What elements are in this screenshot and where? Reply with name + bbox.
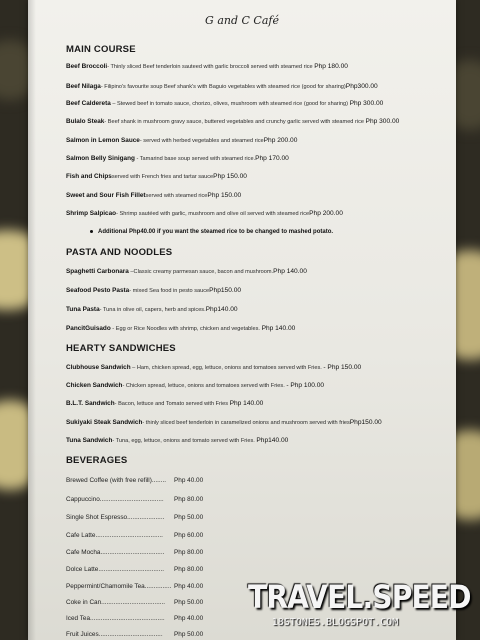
item-price: Php150.00 <box>349 419 382 426</box>
item-price: Php 140.00 <box>261 325 296 332</box>
menu-item <box>66 268 448 275</box>
section-heading-main-course: MAIN COURSE <box>66 44 136 55</box>
beverage-price: Php 40.00 <box>174 583 204 590</box>
beverage-item <box>66 631 216 638</box>
item-price: Php 140.00 <box>229 400 264 407</box>
menu-item <box>66 155 448 162</box>
menu-item <box>66 83 448 90</box>
beverage-name: Peppermint/Chamomile Tea............... <box>66 583 172 590</box>
menu-item <box>66 137 448 144</box>
menu-item <box>66 306 448 313</box>
beverage-name: Iced Tea.......................................... <box>66 615 165 622</box>
menu-item <box>66 364 448 371</box>
beverage-name: Cafe Latte...................................... <box>66 532 163 539</box>
beverage-name: Fruit Juices.................................... <box>66 631 163 638</box>
menu-item <box>66 400 448 407</box>
menu-item <box>66 210 448 217</box>
beverage-price: Php 80.00 <box>174 496 204 503</box>
item-name: Seafood Pesto Pasta <box>66 287 130 294</box>
item-price: Php 150.00 <box>207 192 242 199</box>
item-name: Tuna Pasta <box>66 306 100 313</box>
beverage-item <box>66 532 216 539</box>
watermark-brand: TRAVEL.SPEED <box>248 578 471 616</box>
item-price: Php 300.00 <box>349 100 384 107</box>
item-name: Beef Nilaga <box>66 83 101 90</box>
menu-item <box>66 173 448 180</box>
item-price: Php140.00 <box>256 437 289 444</box>
beverage-name: Cafe Mocha.................................... <box>66 549 165 556</box>
beverage-price: Php 50.00 <box>174 514 204 521</box>
menu-item <box>66 287 448 294</box>
beverage-price: Php 60.00 <box>174 532 204 539</box>
item-desc: - Tamarind base soup served with steamed rice. <box>134 156 256 162</box>
note-text: Additional Php40.00 if you want the steamed rice to be changed to mashed potato. <box>98 229 334 235</box>
item-desc: - Tuna, egg, lettuce, onions and tomato served with Fries. <box>112 438 255 444</box>
item-price: Php 140.00 <box>273 268 307 275</box>
menu-item <box>66 100 448 107</box>
item-name: Clubhouse Sandwich <box>66 364 131 371</box>
menu-item <box>66 325 448 332</box>
menu-item <box>66 192 448 199</box>
menu-item <box>66 437 448 444</box>
item-name: Shrimp Salpicao <box>66 210 117 217</box>
beverage-name: Cappuccino.................................... <box>66 496 164 503</box>
item-price: - Php 100.00 <box>286 382 325 389</box>
beverage-price: Php 40.00 <box>174 615 204 622</box>
item-name: Beef Broccoli <box>66 63 108 70</box>
item-price: Php 170.00 <box>255 155 289 162</box>
beverage-name: Coke in Can.................................... <box>66 599 166 606</box>
item-desc: - Filipino's favourite soup Beef shank's with Baguio vegetables with steamed rice (good for sharing) <box>100 84 346 90</box>
beverage-item <box>66 477 216 484</box>
item-name: B.L.T. Sandwich <box>66 400 115 407</box>
item-name: Salmon in Lemon Sauce <box>66 137 140 144</box>
item-desc: served with steamed rice <box>145 193 208 199</box>
item-price: - Php 150.00 <box>323 364 362 371</box>
item-name: PancitGuisado <box>66 325 111 332</box>
item-name: Spaghetti Carbonara <box>66 268 129 275</box>
menu-sheet <box>28 0 471 640</box>
item-desc: - Egg or Rice Noodles with shrimp, chicken and vegetables. <box>110 326 260 332</box>
item-desc: – Ham, chicken spread, egg, lettuce, onions and tomatoes served with Fries. <box>130 365 322 371</box>
item-price: Php150.00 <box>209 287 242 294</box>
beverage-item <box>66 496 216 503</box>
menu-item <box>66 419 448 426</box>
beverage-name: Brewed Coffee (with free refill)........ <box>66 477 167 484</box>
menu-title: G and C Café <box>205 14 279 27</box>
item-desc: - Thinly sliced Beef tenderloin sauteed with garlic broccoli served with steamed rice <box>107 64 313 70</box>
sheet-shadow <box>28 0 36 640</box>
item-desc: - Beef shank in mushroom gravy sauce, buttered vegetables and crunchy garlic served with steamed rice <box>104 119 364 125</box>
beverage-price: Php 50.00 <box>174 631 204 638</box>
beverage-price: Php 80.00 <box>174 566 204 573</box>
section-heading-sandwiches: HEARTY SANDWICHES <box>66 343 176 354</box>
item-name: Bulalo Steak <box>66 118 105 125</box>
beverage-item <box>66 566 216 573</box>
item-price: Php140.00 <box>205 306 238 313</box>
menu-item <box>66 118 448 125</box>
beverage-item <box>66 599 216 606</box>
beverage-item <box>66 615 216 622</box>
item-name: Fish and Chips <box>66 173 112 180</box>
beverage-item <box>66 583 216 590</box>
beverage-price: Php 40.00 <box>174 477 204 484</box>
bullet-icon <box>90 230 93 233</box>
item-name: Salmon Belly Sinigang <box>66 155 135 162</box>
menu-note <box>90 229 333 235</box>
item-desc: served with French fries and tartar sauce <box>111 174 214 180</box>
item-name: Beef Caldereta <box>66 100 111 107</box>
beverage-item <box>66 514 216 521</box>
menu-item <box>66 63 448 70</box>
beverage-price: Php 50.00 <box>174 599 204 606</box>
item-price: Php300.00 <box>345 83 378 90</box>
beverage-name: Single Shot Espresso..................... <box>66 514 165 521</box>
section-heading-beverages: BEVERAGES <box>66 455 128 466</box>
beverage-price: Php 80.00 <box>174 549 204 556</box>
section-heading-pasta: PASTA AND NOODLES <box>66 247 173 258</box>
item-desc: - thinly sliced beef tenderloin in caramelized onions and mushroom served with fries <box>142 420 350 426</box>
item-name: Tuna Sandwich <box>66 437 113 444</box>
item-desc: –Classic creamy parmesan sauce, bacon and mushroom. <box>128 269 274 275</box>
item-desc: - Tuna in olive oil, capers, herb and spices. <box>99 307 206 313</box>
item-desc: - Shrimp sautéed with garlic, mushroom and olive oil served with steamed rice <box>116 211 310 217</box>
watermark-site: 18STONES.BLOGSPOT.COM <box>271 617 399 628</box>
item-price: Php 200.00 <box>263 137 298 144</box>
item-price: Php 200.00 <box>309 210 343 217</box>
item-name: Sukiyaki Steak Sandwich <box>66 419 143 426</box>
item-desc: - mixed Sea food in pesto sauce <box>129 288 210 294</box>
item-price: Php 180.00 <box>314 63 348 70</box>
menu-item <box>66 382 448 389</box>
beverage-name: Dolce Latte..................................... <box>66 566 165 573</box>
item-price: Php 150.00 <box>213 173 247 180</box>
item-desc: - Chicken spread, lettuce, onions and tomatoes served with Fries. <box>122 383 285 389</box>
item-desc: – Stewed beef in tomato sauce, chorizo, olives, mushroom with steamed rice (good for sharing) <box>110 101 348 107</box>
item-name: Chicken Sandwich <box>66 382 123 389</box>
item-price: Php 300.00 <box>365 118 400 125</box>
beverage-item <box>66 549 216 556</box>
item-desc: - Bacon, lettuce and Tomato served with Fries <box>114 401 229 407</box>
item-name: Sweet and Sour Fish Fillet <box>66 192 146 199</box>
item-desc: - served with herbed vegetables and steamed rice <box>139 138 264 144</box>
